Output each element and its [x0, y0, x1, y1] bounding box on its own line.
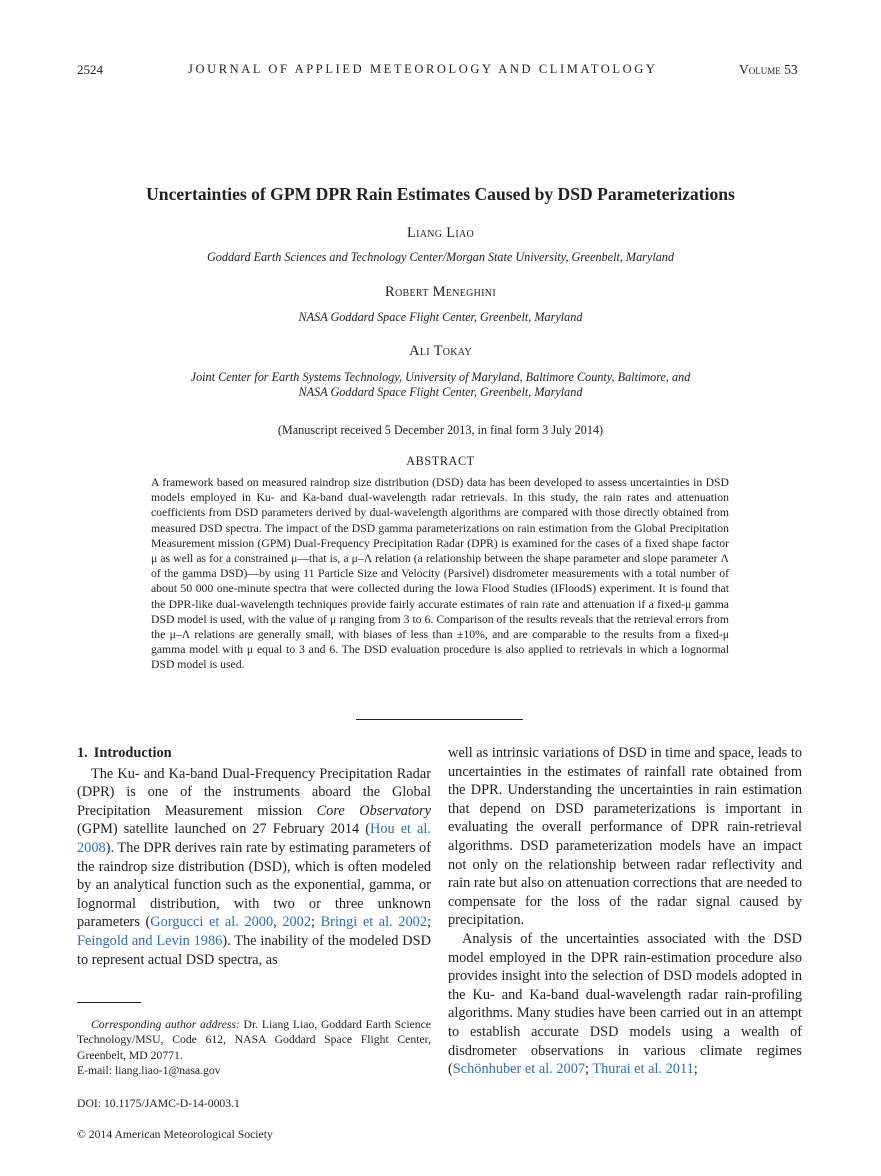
paper-title: Uncertainties of GPM DPR Rain Estimates Caused by DSD Parameterizations: [146, 184, 735, 204]
section-title: Introduction: [93, 745, 172, 761]
left-column: [77, 744, 431, 969]
manuscript-received: (Manuscript received 5 December 2013, in final form 3 July 2014): [277, 423, 604, 437]
right-column: [448, 744, 802, 1079]
footnote-divider: [77, 1002, 141, 1003]
doi: DOI: 10.1175/JAMC-D-14-0003.1: [77, 1097, 240, 1110]
author-name: Robert Meneghini: [385, 284, 496, 300]
footnote-label: Corresponding author address:: [91, 1018, 240, 1031]
citation-link[interactable]: Gorgucci et al. 2000: [150, 914, 274, 931]
volume-label: Volume 53: [739, 62, 798, 77]
footnote-email: E-mail: liang.liao-1@nasa.gov: [77, 1064, 221, 1078]
journal-name: JOURNAL OF APPLIED METEOROLOGY AND CLIMATOLOGY: [188, 62, 658, 76]
citation-link[interactable]: 2002: [282, 914, 312, 931]
abstract-divider: [356, 719, 523, 720]
citation-link[interactable]: Schönhuber et al. 2007: [452, 1061, 586, 1078]
intro-paragraph: Analysis of the uncertainties associated with the DSD model employed in the DPR rain-estimation procedure also provides insight into the selection of DSD models adopted in the Ku- and Ka-band dual-wavelength radar rain-profiling algorithms. Many studies have been carried out in an attempt to establish accurate DSD models using a wealth of disdrometer observations in various climate regimes (Schönhuber et al. 2007; Thurai et al. 2011;: [448, 930, 802, 1078]
author-name: Liang Liao: [406, 225, 475, 241]
page-number: 2524: [77, 62, 103, 77]
footnote-text: Dr. Liang Liao, Goddard Earth Science Technology/MSU, Code 612, NASA Goddard Space Flight Center, Greenbelt, MD 20771.: [77, 1018, 431, 1062]
corresponding-author-footnote: [77, 1017, 431, 1079]
intro-paragraph: The Ku- and Ka-band Dual-Frequency Precipitation Radar (DPR) is one of the instruments aboard the Global Precipitation Measurement mission Core Observatory (GPM) satellite launched on 27 February 2014 (Hou et al. 2008). The DPR derives rain rate by estimating parameters of the raindrop size distribution (DSD), which is often modeled by an analytical function such as the exponential, gamma, or lognormal distribution, with two or three unknown parameters (Gorgucci et al. 2000, 2002; Bringi et al. 2002; Feingold and Levin 1986). The inability of the modeled DSD to represent actual DSD spectra, as: [77, 765, 431, 968]
citation-link[interactable]: Hou et al. 2008: [77, 821, 431, 856]
copyright: © 2014 American Meteorological Society: [77, 1128, 273, 1141]
citation-link[interactable]: Thurai et al. 2011: [592, 1061, 694, 1078]
citation-link[interactable]: Bringi et al. 2002: [320, 914, 427, 931]
intro-paragraph: well as intrinsic variations of DSD in time and space, leads to uncertainties in the estimates of rainfall rate obtained from the DPR. Understanding the uncertainties in rain estimation that depend on DSD parameterizations is important in evaluating the overall performance of DPR rain-retrieval algorithms. DSD parameterization models have an impact not only on the relationship between radar reflectivity and rain rate but also on attenuation corrections that are needed to compensate for the loss of the radar signal caused by precipitation.: [448, 745, 802, 929]
abstract-text: A framework based on measured raindrop size distribution (DSD) data has been developed to assess uncertainties in DSD models employed in Ku- and Ka-band dual-wavelength radar retrievals. In this study, the rain rates and attenuation coefficients from DSD parameters derived by dual-wavelength algorithms are compared with those directly obtained from measured DSD spectra. The impact of the DSD gamma parameterizations on rain estimation from the Global Precipitation Measurement mission (GPM) Dual-Frequency Precipitation Radar (DPR) is examined for the cases of a fixed shape factor μ as well as for a constrained μ—that is, a μ–Λ relation (a relationship between the shape parameter and slope parameter Λ of the gamma DSD)—by using 11 Particle Size and Velocity (Parsivel) disdrometer measurements with a total number of about 50 000 one-minute spectra that were collected during the Iowa Flood Studies (IFloodS) experiment. It is found that the DPR-like dual-wavelength techniques provide fairly accurate estimates of rain rate and attenuation if a fixed-μ gamma DSD model is used, with the value of μ ranging from 3 to 6. Comparison of the results reveals that the retrieval errors from the μ–Λ relations are generally small, with biases of less than ±10%, and are comparable to the results from a fixed-μ gamma model with μ equal to 3 and 6. The DSD evaluation procedure is also applied to retrievals in which a lognormal DSD model is used.: [151, 476, 729, 672]
author-affiliation: Goddard Earth Sciences and Technology Center/Morgan State University, Greenbelt, Maryland: [207, 250, 674, 264]
section-number: 1.: [77, 745, 88, 761]
citation-link[interactable]: Feingold and Levin 1986: [77, 932, 223, 949]
abstract-heading: ABSTRACT: [406, 454, 475, 468]
author-affiliation: NASA Goddard Space Flight Center, Greenbelt, Maryland: [298, 385, 583, 399]
section-heading: [77, 744, 431, 763]
author-name: Ali Tokay: [409, 343, 472, 359]
author-affiliation: NASA Goddard Space Flight Center, Greenbelt, Maryland: [298, 310, 583, 324]
author-affiliation: Joint Center for Earth Systems Technology, University of Maryland, Baltimore County, Baltimore, and: [190, 370, 691, 384]
